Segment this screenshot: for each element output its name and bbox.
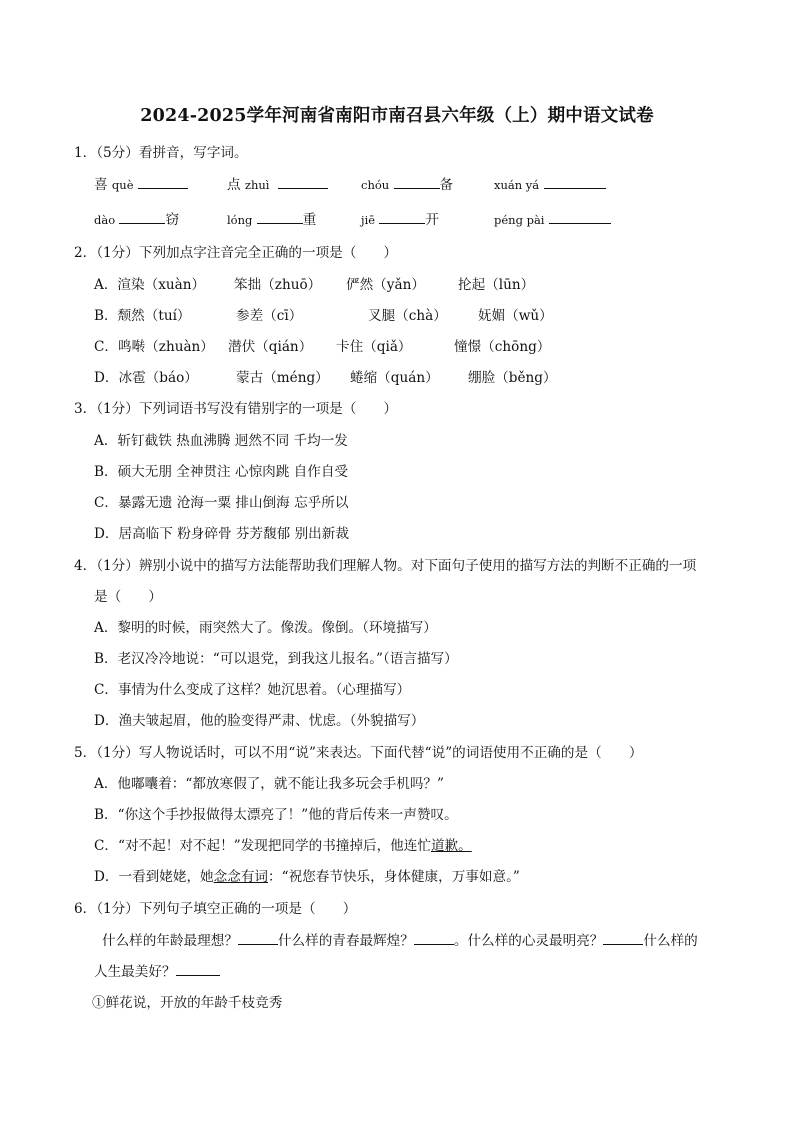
q5-option-c[interactable]: C．“对不起！对不起！”发现把同学的书撞掉后，他连忙道歉。 [94,838,472,854]
q2-option-b[interactable]: B．颓然（tuí） 参差（cī） 叉腿（chà） 妩媚（wǔ） [94,308,553,324]
underlined-word: 道歉。 [430,838,472,854]
q4-option-d[interactable]: D．渔夫皱起眉，他的脸变得严肃、忧虑。（外貌描写） [94,713,425,729]
q1-item-3: chóu 备 [361,177,454,193]
q2-option-c[interactable]: C．鸣啭（zhuàn） 潜伏（qián） 卡住（qiǎ） 憧憬（chōng） [94,339,551,355]
q6-option-1[interactable]: ①鲜花说，开放的年龄千枝竞秀 [92,995,283,1011]
page-title: 2024-2025学年河南省南阳市南召县六年级（上）期中语文试卷 [140,106,654,126]
q3-option-a[interactable]: A．斩钉截铁 热血沸腾 迥然不同 千均一发 [94,433,348,449]
q1-item-5: dào 窃 [94,212,180,228]
q1-item-2: 点 zhuì [227,176,328,194]
q4-option-c[interactable]: C．事情为什么变成了这样？她沉思着。（心理描写） [94,682,411,698]
q3-option-d[interactable]: D．居高临下 粉身碎骨 芬芳馥郁 别出新裁 [94,526,349,542]
q2-option-d[interactable]: D．冰雹（báo） 蒙古（méng） 蜷缩（quán） 绷脸（běng） [94,370,557,386]
question-2-stem: 2．（1分）下列加点字注音完全正确的一项是（ ） [74,245,398,261]
q3-option-b[interactable]: B．硕大无朋 全神贯注 心惊肉跳 自作自受 [94,464,349,480]
q1-item-8: péng pài [494,211,611,229]
underlined-word: 念念有词 [213,869,269,885]
q5-option-a[interactable]: A．他嘟囔着：“都放寒假了，就不能让我多玩会手机吗？” [94,776,444,792]
q1-item-1: 喜 què [94,176,188,194]
question-6-stem: 6．（1分）下列句子填空正确的一项是（ ） [74,901,357,917]
answer-blank[interactable] [414,932,454,945]
q3-option-c[interactable]: C．暴露无遗 沧海一粟 排山倒海 忘乎所以 [94,495,349,511]
answer-blank[interactable] [394,176,440,189]
answer-blank[interactable] [278,176,328,189]
q4-option-b[interactable]: B．老汉冷冷地说：“可以退党，到我这儿报名。”（语言描写） [94,651,458,667]
q6-passage-line-2: 人生最美好？ [94,963,220,981]
answer-blank[interactable] [238,932,278,945]
q5-option-b[interactable]: B．“你这个手抄报做得太漂亮了！”他的背后传来一声赞叹。 [94,807,458,823]
answer-blank[interactable] [549,211,611,224]
question-4-stem-cont: 是（ ） [94,589,162,605]
question-1-stem: 1．（5分）看拼音，写字词。 [74,145,248,161]
answer-blank[interactable] [119,211,165,224]
q6-passage-line-1: 什么样的年龄最理想？ 什么样的青春最辉煌？ 。什么样的心灵最明亮？ 什么样的 [102,933,698,949]
answer-blank[interactable] [544,176,606,189]
answer-blank[interactable] [257,211,303,224]
answer-blank[interactable] [379,211,425,224]
answer-blank[interactable] [138,176,188,189]
q4-option-a[interactable]: A．黎明的时候，雨突然大了。像泼。像倒。（环境描写） [94,620,437,636]
answer-blank[interactable] [603,932,643,945]
answer-blank[interactable] [176,963,220,976]
q1-item-4: xuán yá [494,176,606,194]
q2-option-a[interactable]: A．渲染（xuàn） 笨拙（zhuō） 俨然（yǎn） 抡起（lūn） [94,277,535,293]
question-5-stem: 5．（1分）写人物说话时，可以不用“说”来表达。下面代替“说”的词语使用不正确的是（ ） [74,745,643,761]
question-3-stem: 3．（1分）下列词语书写没有错别字的一项是（ ） [74,401,398,417]
q5-option-d[interactable]: D．一看到姥姥，她念念有词：“祝您春节快乐，身体健康，万事如意。” [94,869,520,885]
question-4-stem: 4．（1分）辨别小说中的描写方法能帮助我们理解人物。对下面句子使用的描写方法的判断不正确的一项 [74,558,697,574]
q1-item-6: lóng 重 [227,212,317,228]
q1-item-7: jiē 开 [361,212,439,228]
